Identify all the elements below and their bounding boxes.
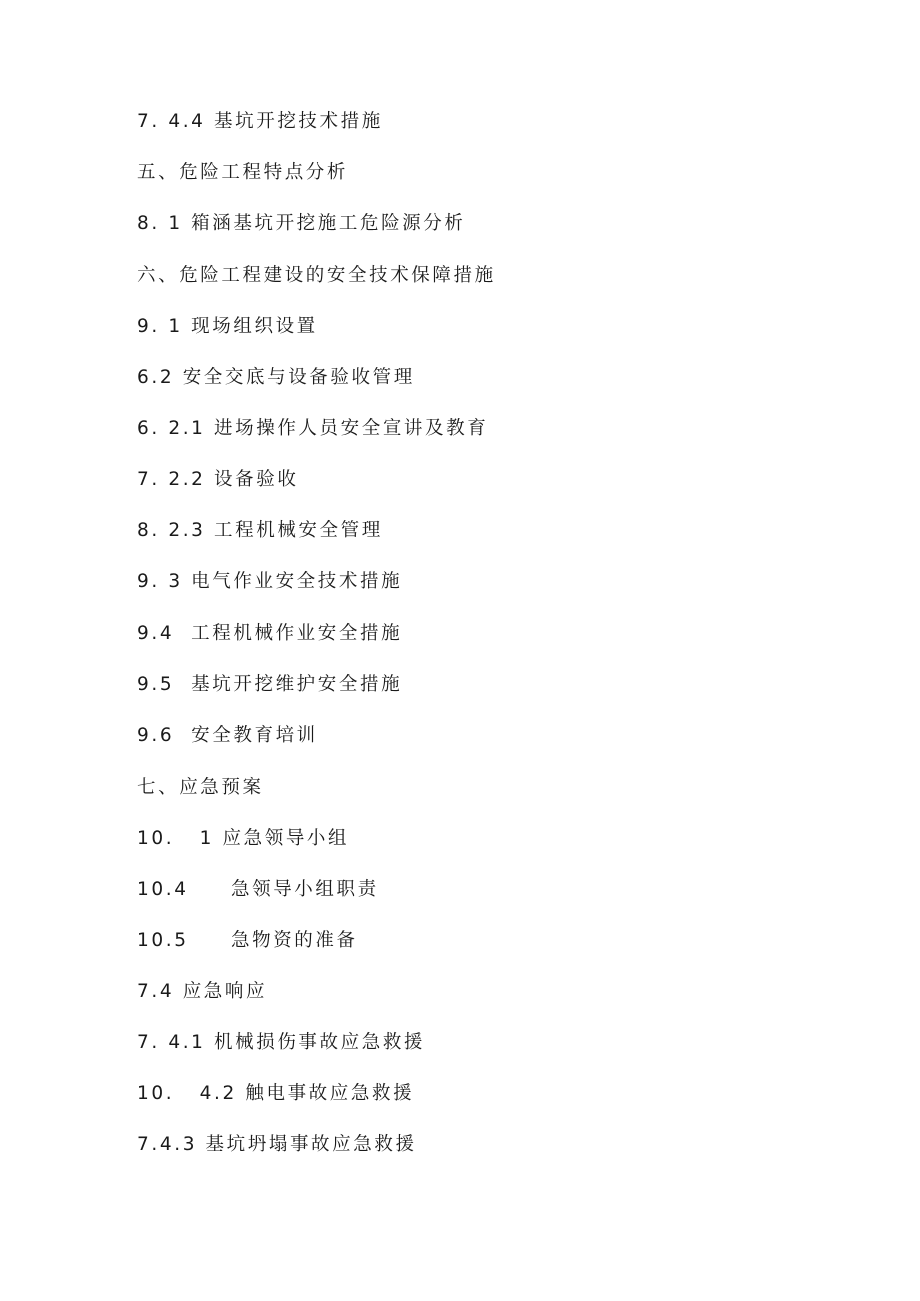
- toc-entry: 10. 1 应急领导小组: [137, 828, 350, 849]
- toc-entry: 8. 2.3 工程机械安全管理: [137, 520, 383, 541]
- toc-entry: 6. 2.1 进场操作人员安全宣讲及教育: [137, 418, 489, 439]
- toc-entry: 9.6 安全教育培训: [137, 725, 318, 746]
- toc-entry: 7. 4.1 机械损伤事故应急救援: [137, 1032, 426, 1053]
- toc-entry: 六、危险工程建设的安全技术保障措施: [137, 265, 496, 286]
- toc-entry: 五、危险工程特点分析: [137, 162, 349, 183]
- toc-entry: 10. 4.2 触电事故应急救援: [137, 1083, 415, 1104]
- toc-entry: 10.4 急领导小组职责: [137, 879, 379, 900]
- toc-entry: 9.5 基坑开挖维护安全措施: [137, 674, 403, 695]
- toc-entry: 7.4.3 基坑坍塌事故应急救援: [137, 1134, 417, 1155]
- toc-entry: 9. 3 电气作业安全技术措施: [137, 571, 403, 592]
- toc-entry: 9. 1 现场组织设置: [137, 316, 318, 337]
- toc-entry: 8. 1 箱涵基坑开挖施工危险源分析: [137, 213, 466, 234]
- toc-entry: 10.5 急物资的准备: [137, 930, 358, 951]
- toc-entry: 七、应急预案: [137, 777, 264, 798]
- toc-entry: 7.4 应急响应: [137, 981, 268, 1002]
- toc-entry: 7. 2.2 设备验收: [137, 469, 299, 490]
- toc-entry: 7. 4.4 基坑开挖技术措施: [137, 111, 383, 132]
- toc-entry: 9.4 工程机械作业安全措施: [137, 623, 403, 644]
- toc-entry: 6.2 安全交底与设备验收管理: [137, 367, 415, 388]
